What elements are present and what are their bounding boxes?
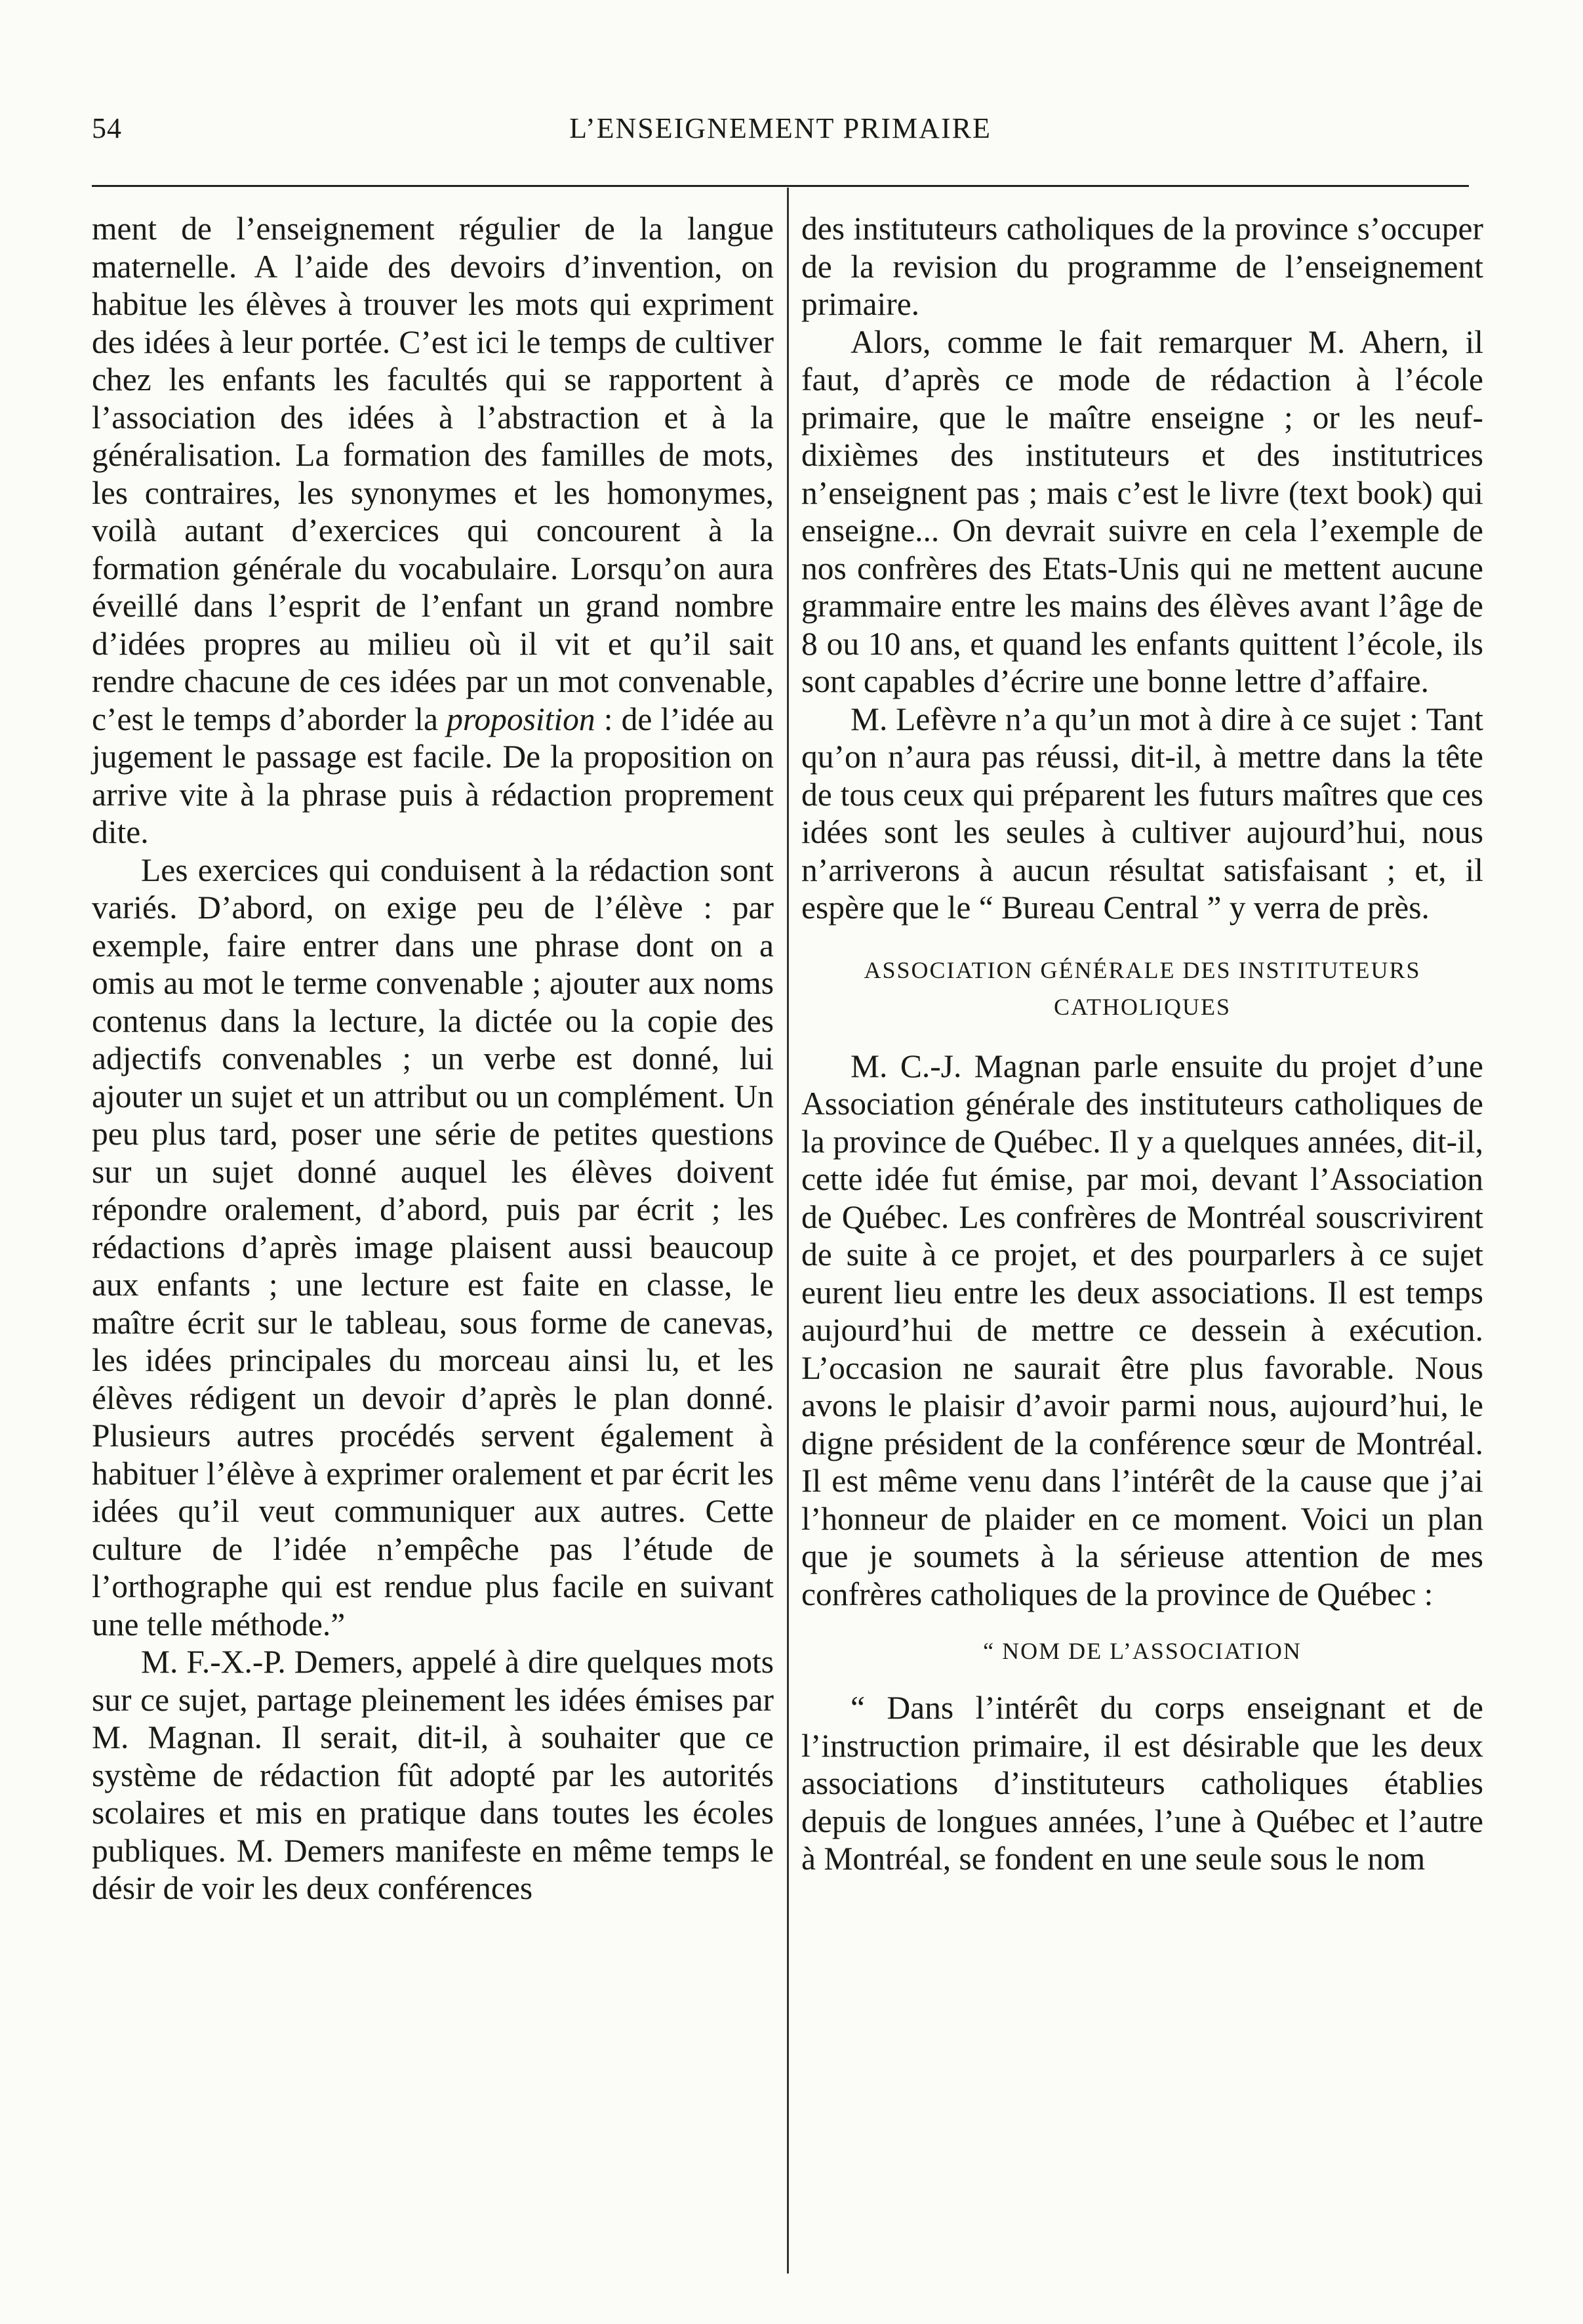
section-heading: “ NOM DE L’ASSOCIATION	[983, 1638, 1302, 1664]
paragraph: Les exercices qui conduisent à la rédaction sont variés. D’abord, on exige peu de l’élève : par exemple, faire entrer dans une phrase dont on a omis au mot le terme convenable ; ajouter aux noms contenus dans la lecture, la dictée ou la copie des adjectifs convenables ; un verbe est donné, lui ajouter un sujet et un attribut ou un complément. Un peu plus tard, poser une série de petites questions sur un sujet donné auquel les élèves doivent répondre oralement, d’abord, puis par écrit ; les rédactions d’après image plaisent aussi beaucoup aux enfants ; une lecture est faite en classe, le maître écrit sur le tableau, sous forme de canevas, les idées principales du morceau ainsi lu, et les élèves rédigent un devoir d’après le plan donné. Plusieurs autres procédés servent également à habituer l’élève à exprimer oralement et par écrit les idées qu’il veut communiquer aux autres. Cette culture de l’idée n’empêche pas l’étude de l’orthographe qui est rendue plus facile en suivant une telle méthode.”	[92, 851, 774, 1642]
header-rule	[92, 185, 1469, 187]
left-column	[92, 210, 774, 1907]
paragraph: M. Lefèvre n’a qu’un mot à dire à ce sujet : Tant qu’on n’aura pas réussi, dit-il, à mettre dans la tête de tous ceux qui préparent les futurs maîtres que ces idées sont les seules à cultiver aujourd’hui, nous n’arriverons à aucun résultat satisfaisant ; et, il espère que le “ Bureau Central ” y verra de près.	[801, 701, 1483, 926]
paragraph: Alors, comme le fait remarquer M. Ahern, il faut, d’après ce mode de rédaction à l’école primaire, que le maître enseigne ; or les neuf-dixièmes des instituteurs et des institutrices n’enseignent pas ; mais c’est le livre (text book) qui enseigne... On devrait suivre en cela l’exemple de nos confrères des Etats-Unis qui ne mettent aucune grammaire entre les mains des élèves avant l’âge de 8 ou 10 ans, et quand les enfants quittent l’école, ils sont capables d’écrire une bonne lettre d’affaire.	[801, 323, 1483, 699]
paragraph-text: : de l’idée au jugement le passage est facile. De la proposition on arrive vite à la phrase puis à rédaction proprement dite.	[92, 701, 774, 850]
paragraph-text: ment de l’enseignement régulier de la langue maternelle. A l’aide des devoirs d’invention, on habitue les élèves à trouver les mots qui expriment des idées à leur portée. C’est ici le temps de cultiver chez les enfants les facultés qui se rapportent à l’association des idées à l’abstraction et à la généralisation. La formation des familles de mots, les contraires, les synonymes et les homonymes, voilà autant d’exercices qui concourent à la formation générale du vocabulaire. Lorsqu’on aura éveillé dans l’esprit de l’enfant un grand nombre d’idées propres au milieu où il vit et qu’il sait rendre chacune de ces idées par un mot convenable, c’est le temps d’aborder la	[92, 211, 774, 737]
paragraph	[92, 210, 774, 851]
column-divider	[787, 188, 789, 2273]
page-number: 54	[92, 112, 122, 144]
running-title: L’ENSEIGNEMENT PRIMAIRE	[569, 112, 992, 144]
paragraph: M. C.-J. Magnan parle ensuite du projet d’une Association générale des instituteurs catholiques de la province de Québec. Il y a quelques années, dit-il, cette idée fut émise, par moi, devant l’Association de Québec. Les confrères de Montréal souscrivirent de suite à ce projet, et des pourparlers à ce sujet eurent lieu entre les deux associations. Il est temps aujourd’hui de mettre ce dessein à exécution. L’occasion ne saurait être plus favorable. Nous avons le plaisir d’avoir parmi nous, aujourd’hui, le digne président de la conférence sœur de Montréal. Il est même venu dans l’intérêt de la cause que j’ai l’honneur de plaider en ce moment. Voici un plan que je soumets à la sérieuse attention de mes confrères catholiques de la province de Québec :	[801, 1048, 1483, 1612]
right-column	[801, 210, 1483, 1878]
italic-term: proposition	[447, 701, 595, 737]
paragraph: “ Dans l’intérêt du corps enseignant et de l’instruction primaire, il est désirable que les deux associations d’instituteurs catholiques établies depuis de longues années, l’une à Québec et l’autre à Montréal, se fondent en une seule sous le nom	[801, 1690, 1483, 1877]
page-header	[92, 112, 1469, 157]
paragraph: M. F.-X.-P. Demers, appelé à dire quelques mots sur ce sujet, partage pleinement les idées émises par M. Magnan. Il serait, dit-il, à souhaiter que ce système de rédaction fût adopté par les autorités scolaires et mis en pratique dans toutes les écoles publiques. M. Demers manifeste en même temps le désir de voir les deux conférences	[92, 1644, 774, 1906]
paragraph: des instituteurs catholiques de la province s’occuper de la revision du programme de l’enseignement primaire.	[801, 211, 1483, 322]
section-heading: ASSOCIATION GÉNÉRALE DES INSTITUTEURS CATHOLIQUES	[864, 956, 1421, 1020]
